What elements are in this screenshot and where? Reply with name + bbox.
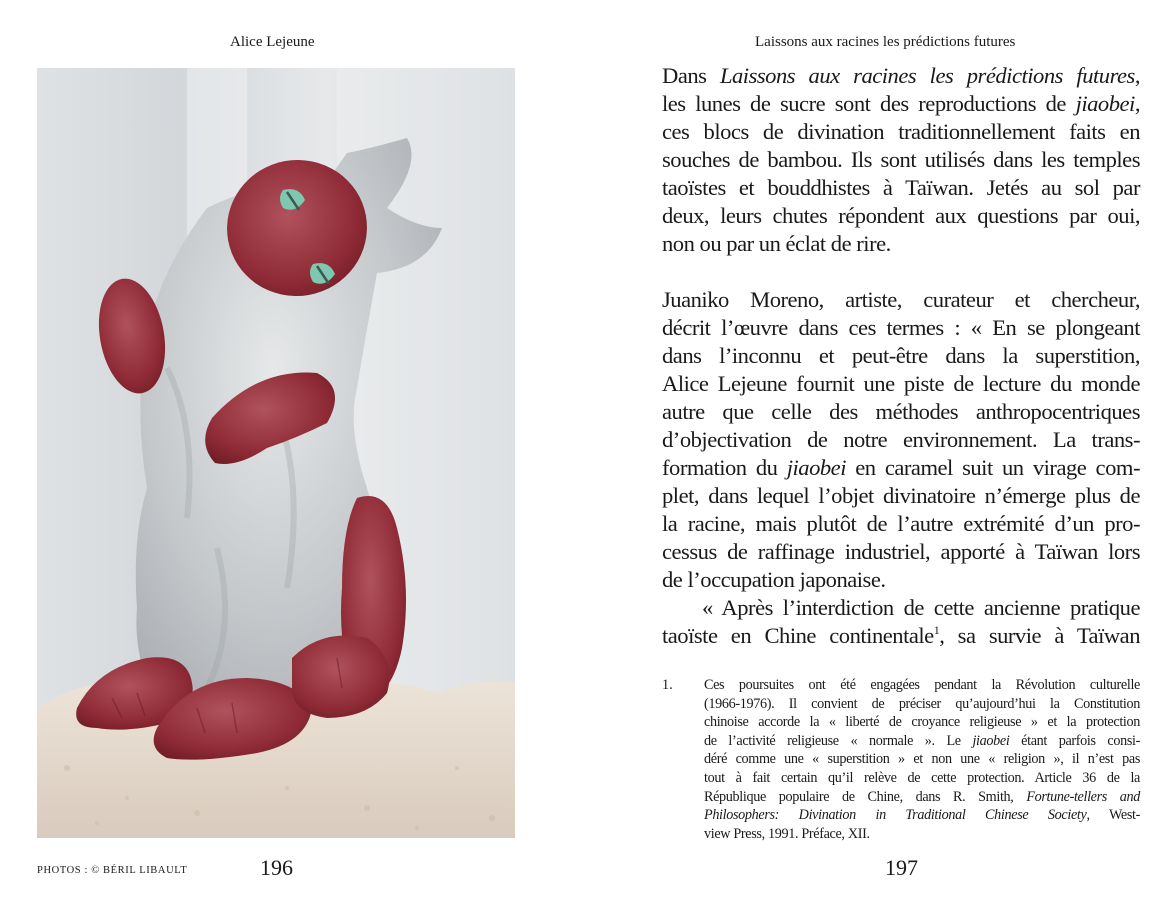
body-line: formation du jiaobei en caramel suit un virage com- (662, 455, 1140, 480)
body-line: les lunes de sucre sont des reproductions de jiaobei, (662, 91, 1140, 116)
page-number-left: 196 (260, 855, 293, 880)
body-line: la racine, mais plutôt de l’autre extrémité d’un pro- (662, 511, 1140, 536)
body-line: deux, leurs chutes répondent aux questions par oui, (662, 203, 1140, 228)
running-head-left: Alice Lejeune (230, 34, 315, 50)
page-number-right: 197 (885, 855, 918, 880)
footnote-line: déré comme une « superstition » et non une « religion », il n’est pas (704, 751, 1140, 768)
footnote-number: 1. (662, 677, 673, 693)
paragraph (662, 594, 1140, 650)
footnote-text (704, 676, 1140, 843)
body-line: dans l’inconnu et peut-être dans la superstition, (662, 343, 1140, 368)
footnote-line: (1966-1976). Il convient de préciser qu’aujourd’hui la Constitution (704, 695, 1140, 712)
body-line: « Après l’interdiction de cette ancienne pratique (702, 595, 1140, 620)
body-line: plet, dans lequel l’objet divinatoire n’émerge plus de (662, 483, 1140, 508)
body-line: d’objectivation de notre environnement. La trans- (662, 427, 1140, 452)
sculpture-photo (37, 68, 515, 838)
body-line: Dans Laissons aux racines les prédictions futures, (662, 63, 1140, 88)
paragraph (662, 286, 1140, 594)
body-line: décrit l’œuvre dans ces termes : « En se plongeant (662, 315, 1140, 340)
footnote-line: Philosophers: Divination in Traditional Chinese Society, West- (704, 807, 1140, 824)
footnote-line: de l’activité religieuse « normale ». Le jiaobei étant parfois consi- (704, 732, 1140, 749)
footnote (662, 676, 1140, 843)
running-head-right: Laissons aux racines les prédictions futures (755, 34, 1016, 50)
footnote-line: view Press, 1991. Préface, XII. (704, 825, 870, 842)
body-line: cessus de raffinage industriel, apporté à Taïwan lors (662, 539, 1140, 564)
body-line: non ou par un éclat de rire. (662, 231, 891, 256)
body-line: taoïste en Chine continentale$^1$, sa survie à Taïwan (662, 623, 1140, 648)
body-line: de l’occupation japonaise. (662, 567, 886, 592)
photo-credit: PHOTOS : © BÉRIL LIBAULT (37, 865, 188, 876)
footnote-line: tout à fait certain qu’il relève de cette protection. Article 36 de la (704, 769, 1140, 786)
body-line: autre que celle des méthodes anthropocentriques (662, 399, 1140, 424)
body-line: souches de bambou. Ils sont utilisés dans les temples (662, 147, 1140, 172)
footnote-line: Ces poursuites ont été engagées pendant la Révolution culturelle (704, 677, 1140, 693)
body-line: Juaniko Moreno, artiste, curateur et chercheur, (662, 287, 1140, 312)
footnote-line: chinoise accorde la « liberté de croyance religieuse » et la protection (704, 714, 1140, 731)
footnote-line: République populaire de Chine, dans R. Smith, Fortune-tellers and (704, 788, 1140, 805)
body-text (662, 62, 1140, 650)
body-line: taoïstes et bouddhistes à Taïwan. Jetés au sol par (662, 175, 1140, 200)
body-line: ces blocs de divination traditionnellement faits en (662, 119, 1140, 144)
body-line: Alice Lejeune fournit une piste de lecture du monde (662, 371, 1140, 396)
paragraph (662, 62, 1140, 258)
